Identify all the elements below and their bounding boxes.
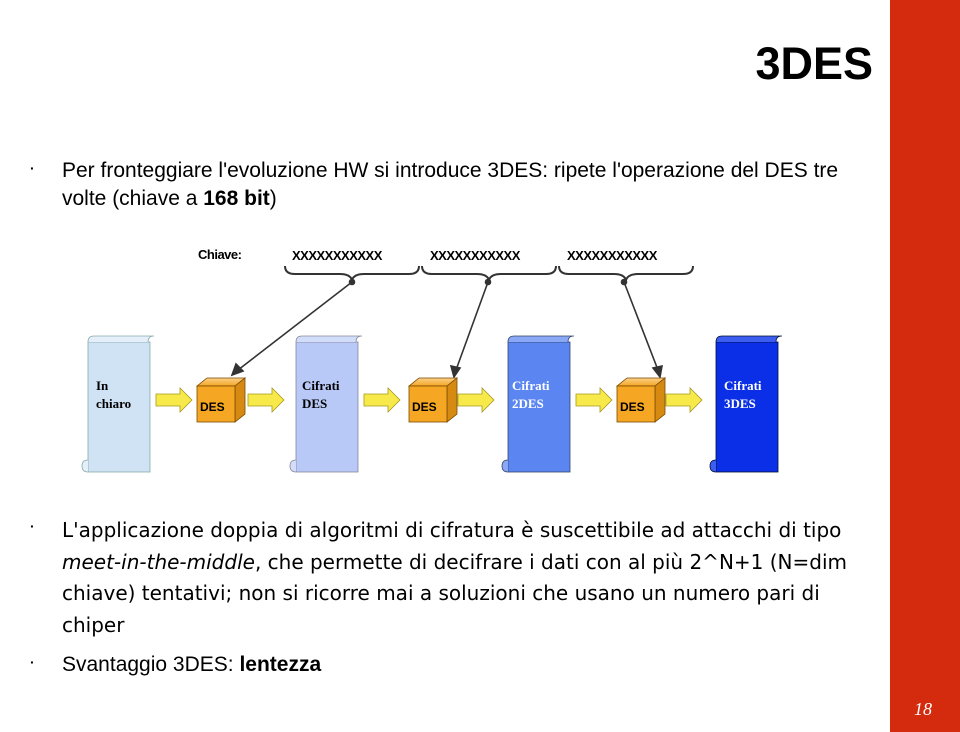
bullet-dot: · bbox=[30, 518, 35, 534]
scroll-plaintext bbox=[82, 336, 154, 472]
key-2: XXXXXXXXXXX bbox=[430, 248, 520, 263]
des-box-1-label: DES bbox=[200, 400, 225, 414]
bullet-dot: · bbox=[30, 654, 35, 670]
bullet-2-italic: meet-in-the-middle bbox=[62, 549, 255, 574]
scroll-4-line2: 3DES bbox=[724, 396, 756, 411]
key-label: Chiave: bbox=[198, 247, 242, 262]
bullet-1-part: Per fronteggiare l'evoluzione HW si introduce 3DES: ripete l'operazione del DES tre volte (chiave a bbox=[62, 159, 839, 210]
scroll-4-line1: Cifrati bbox=[724, 378, 762, 393]
bullet-3-part: Svantaggio 3DES: bbox=[62, 653, 240, 676]
scroll-1-line1: In bbox=[96, 378, 109, 393]
scroll-des bbox=[290, 336, 362, 472]
bullet-2-tail: , che permette di decifrare i dati con al più 2^N+1 (N=dim chiave) tentativi; non si ricorre mai a soluzioni che usano un numero pari di chiper bbox=[62, 549, 847, 637]
scroll-3-line1: Cifrati bbox=[512, 378, 550, 393]
bullet-dot: · bbox=[30, 160, 35, 176]
bullet-3-bold: lentezza bbox=[239, 653, 322, 676]
bullet-2-part: L'applicazione doppia di algoritmi di cifratura è suscettibile ad attacchi di tipo bbox=[62, 518, 842, 542]
slide-title: 3DES bbox=[755, 38, 873, 89]
scroll-3-line2: 2DES bbox=[512, 396, 544, 411]
des-box-2 bbox=[409, 378, 457, 422]
scroll-2des bbox=[502, 336, 574, 472]
side-accent-bar bbox=[890, 0, 960, 732]
scroll-2-line2: DES bbox=[302, 396, 328, 411]
scroll-3des bbox=[710, 336, 782, 472]
des-box-2-label: DES bbox=[412, 400, 437, 414]
des-box-1 bbox=[197, 378, 245, 422]
key-3: XXXXXXXXXXX bbox=[567, 248, 657, 263]
des-box-3 bbox=[617, 378, 665, 422]
key-braces bbox=[285, 266, 693, 280]
page-number: 18 bbox=[914, 699, 932, 719]
bullet-1-tail: ) bbox=[269, 187, 277, 210]
scroll-2-line1: Cifrati bbox=[302, 378, 340, 393]
bullet-1-text bbox=[62, 157, 862, 213]
bullet-1-bold: 168 bit bbox=[203, 187, 270, 210]
3des-diagram bbox=[70, 238, 790, 478]
scroll-1-line2: chiaro bbox=[96, 396, 132, 411]
bullet-3-text bbox=[62, 651, 662, 679]
bullet-2-text bbox=[62, 515, 852, 641]
des-box-3-label: DES bbox=[620, 400, 645, 414]
key-1: XXXXXXXXXXX bbox=[292, 248, 382, 263]
